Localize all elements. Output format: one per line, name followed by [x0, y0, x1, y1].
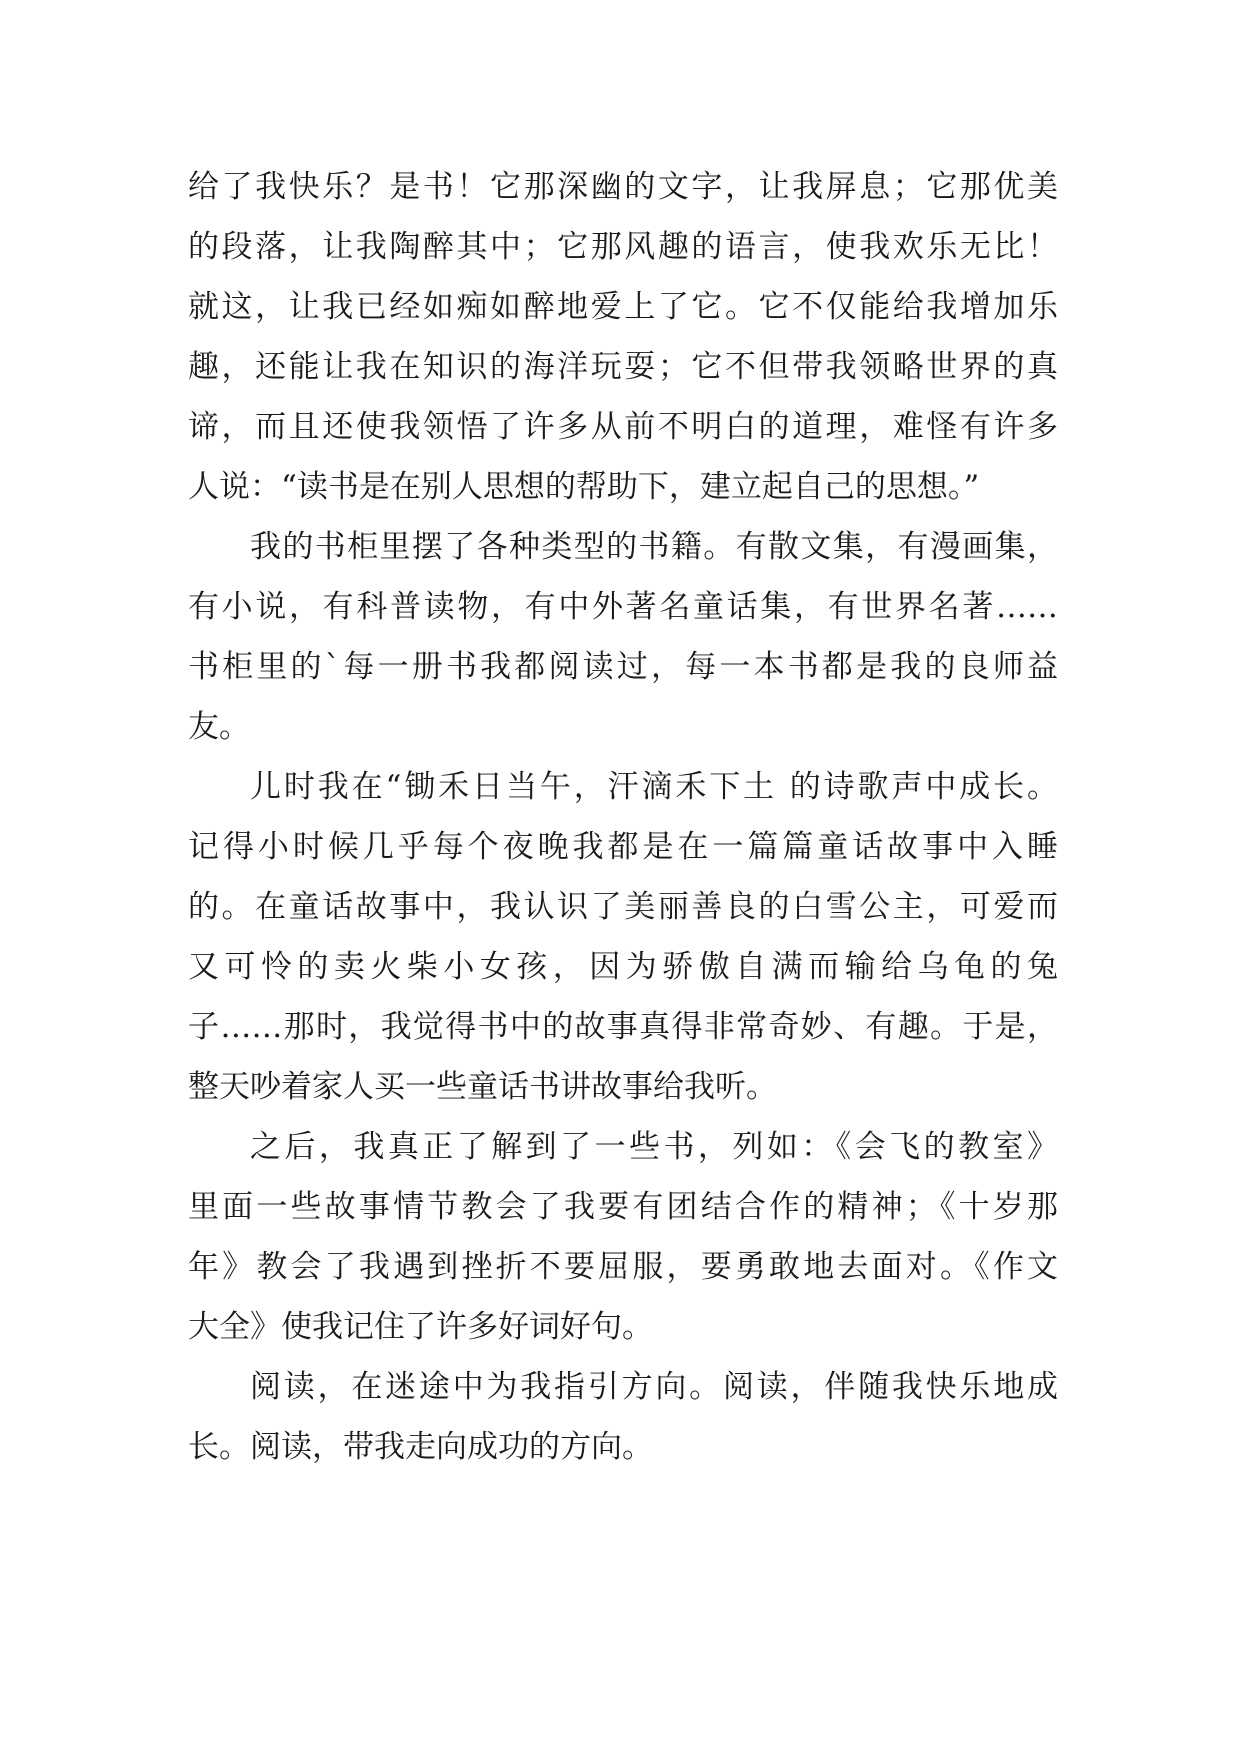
text-line: 的。在童话故事中，我认识了美丽善良的白雪公主，可爱而: [188, 889, 1058, 925]
paragraph-first-line: 之后，我真正了解到了一些书，列如：《会飞的教室》: [250, 1129, 1058, 1165]
text-line: 里面一些故事情节教会了我要有团结合作的精神；《十岁那: [188, 1189, 1058, 1225]
paragraph-first-line: 儿时我在“锄禾日当午，汗滴禾下土 的诗歌声中成长。: [250, 769, 1058, 805]
body-text: [188, 157, 1058, 1477]
text-line: 子……那时，我觉得书中的故事真得非常奇妙、有趣。于是，: [188, 1009, 1058, 1045]
text-line: 趣，还能让我在知识的海洋玩耍；它不但带我领略世界的真: [188, 349, 1058, 385]
text-line: 的段落，让我陶醉其中；它那风趣的语言，使我欢乐无比！: [188, 229, 1058, 265]
text-line: 年》教会了我遇到挫折不要屈服，要勇敢地去面对。《作文: [188, 1249, 1058, 1285]
text-line: 人说：“读书是在别人思想的帮助下，建立起自己的思想。”: [188, 469, 980, 505]
text-line: 大全》使我记住了许多好词好句。: [188, 1309, 653, 1345]
text-line: 有小说，有科普读物，有中外著名童话集，有世界名著……: [188, 589, 1058, 625]
text-line: 谛，而且还使我领悟了许多从前不明白的道理，难怪有许多: [188, 409, 1058, 445]
text-line: 书柜里的`每一册书我都阅读过，每一本书都是我的良师益: [188, 649, 1058, 685]
text-line: 友。: [188, 709, 250, 745]
text-line: 就这，让我已经如痴如醉地爱上了它。它不仅能给我增加乐: [188, 289, 1058, 325]
text-line: 又可怜的卖火柴小女孩，因为骄傲自满而输给乌龟的兔: [188, 949, 1058, 985]
text-line: 给了我快乐？是书！它那深幽的文字，让我屏息；它那优美: [188, 169, 1058, 205]
paragraph-first-line: 我的书柜里摆了各种类型的书籍。有散文集，有漫画集，: [250, 529, 1058, 565]
text-line: 记得小时候几乎每个夜晚我都是在一篇篇童话故事中入睡: [188, 829, 1058, 865]
paragraph-first-line: 阅读，在迷途中为我指引方向。阅读，伴随我快乐地成: [250, 1369, 1058, 1405]
text-line: 整天吵着家人买一些童话书讲故事给我听。: [188, 1069, 777, 1105]
text-line: 长。阅读，带我走向成功的方向。: [188, 1429, 653, 1465]
